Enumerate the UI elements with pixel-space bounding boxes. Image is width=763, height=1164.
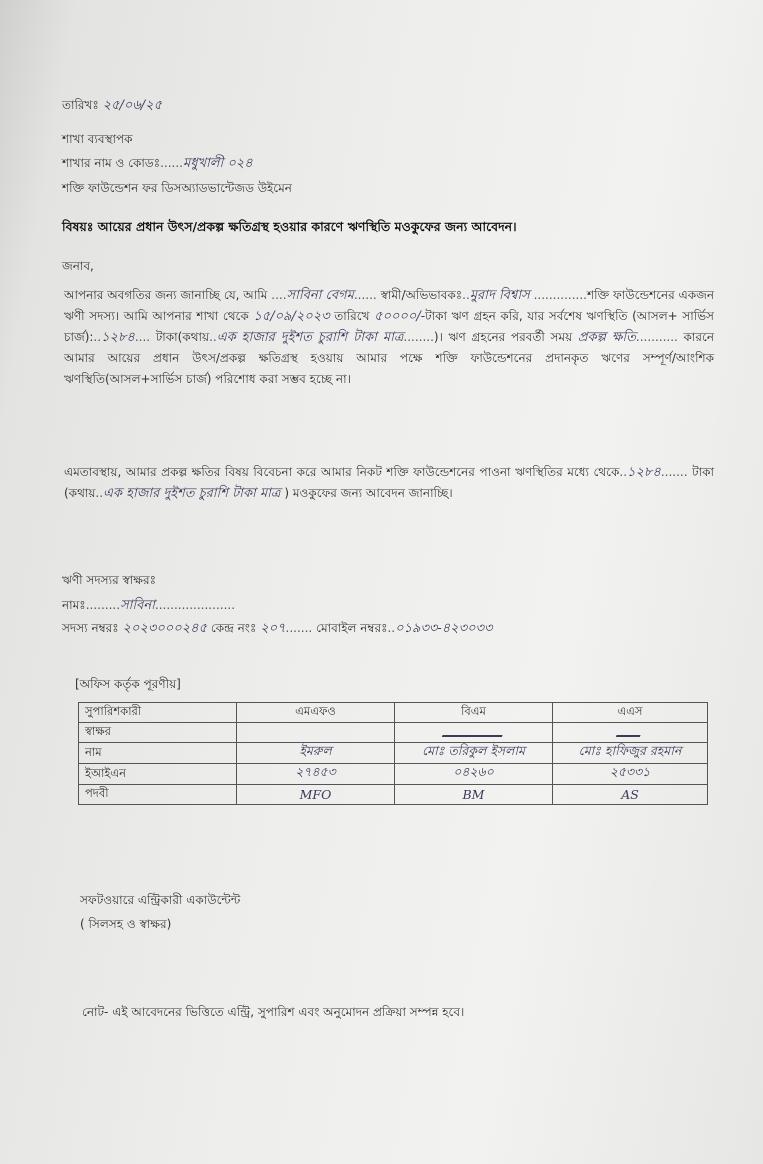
p2-text-a: এমতাবস্থায়, আমার প্রকল্প ক্ষতির বিষয় বিবেচনা করে আমার নিকট শক্তি ফাউন্ডেশনের পাওনা ঋণস্থিতির মধ্যে থেকে [64,465,620,479]
member-no-label: সদস্য নম্বরঃ [62,621,119,635]
loan-date-handwritten: ১৫/০৯/২০২৩ [253,309,330,324]
organization-line: শক্তি ফাউন্ডেশন ফর ডিসঅ্যাডভান্টেজড উইমেন [62,181,292,195]
p2-text-c: ) মওকুফের জন্য আবেদন জানাচ্ছি। [284,486,453,500]
branch-line: শাখার নাম ও কোডঃ......মধুখালী ০২৪ [62,156,253,171]
row-label-ein: ইআইএন [79,764,237,785]
p1-text-a: আপনার অবগতির জন্য জানাচ্ছি যে, আমি [64,288,268,302]
body-paragraph-2: এমতাবস্থায়, আমার প্রকল্প ক্ষতির বিষয় বিবেচনা করে আমার নিকট শক্তি ফাউন্ডেশনের পাওনা ঋণস্থিতির মধ্যে থেকে..১২৮৪....... টাকা (কথায়..এক হাজার দুইশত চুরাশি টাকা মাত্র ) মওকুফের জন্য আবেদন জানাচ্ছি। [64,465,714,501]
table-row [79,723,708,743]
center-no-handwritten: ২০৭ [260,621,286,636]
footer-note: নোট- এই আবেদনের ভিত্তিতে এন্ট্রি, সুপারিশ এবং অনুমোদন প্রক্রিয়া সম্পন্ন হবে। [82,1005,465,1019]
recommendation-table [78,702,708,805]
mfo-ein: ২৭৪৫৩ [237,764,395,785]
bm-name: মোঃ তরিকুল ইসলাম [395,743,553,764]
member-info-line: সদস্য নম্বরঃ ২০২৩০০০২৪৫ কেন্দ্র নংঃ ২০৭....... মোবাইল নম্বরঃ..০১৯৩৩-৪২৩০৩৩ [62,621,493,636]
salutation: জনাব, [62,259,94,273]
table-header-row [79,703,708,723]
mfo-name: ইমরুল [237,743,395,764]
waive-amount-handwritten: ১২৮৪ [627,465,661,480]
p1-text-g: )। ঋণ গ্রহনের পরবর্তী সময় [433,330,573,344]
borrower-name-handwritten: সাবিনা [120,598,155,613]
row-label-name: নাম [79,743,237,764]
accountant-title: সফটওয়ারে এন্ট্রিকারী একাউন্টেন্ট [80,893,241,907]
mfo-signature [237,723,395,743]
borrower-signature-title: ঋণী সদস্যর স্বাক্ষরঃ [62,573,156,587]
guardian-name-handwritten: মুরাদ বিশ্বাস [469,288,530,303]
borrower-name-line: নামঃ.........সাবিনা..................... [62,598,236,613]
p1-text-d: তারিখে [334,309,370,323]
row-label-signature: স্বাক্ষর [79,723,237,743]
center-label: কেন্দ্র নংঃ [210,621,257,635]
subject-line: বিষয়ঃ আয়ের প্রধান উৎস/প্রকল্প ক্ষতিগ্রস্থ হওয়ার কারণে ঋণস্থিতি মওকুফের জন্য আবেদন। [62,219,517,234]
bm-signature-mark [441,725,505,737]
date-label: তারিখঃ [62,98,99,112]
waive-words-handwritten: এক হাজার দুইশত চুরাশি টাকা মাত্র [103,486,281,501]
loan-amount-handwritten: ৫০০০০/- [374,309,426,324]
recipient-line: শাখা ব্যবস্থাপক [62,132,133,146]
date-line [62,96,162,117]
mobile-no-handwritten: ০১৯৩৩-৪২৩০৩৩ [395,621,493,636]
body-paragraph-1: আপনার অবগতির জন্য জানাচ্ছি যে, আমি ....সাবিনা বেগম...... স্বামী/অভিভাবকঃ..মুরাদ বিশ্বাস ..............শক্তি ফাউন্ডেশনের একজন ঋণী সদস্য। আমি আপনার শাখা থেকে ১৫/০৯/২০২৩ তারিখে ৫০০০০/-টাকা ঋণ গ্রহন করি, যার সর্বশেষ ঋণস্থিতি (আসল+ সার্ভিস চার্জ):..১২৮৪.... টাকা(কথায়..এক হাজার দুইশত চুরাশি টাকা মাত্র........)। ঋণ গ্রহনের পরবর্তী সময় প্রকল্প ক্ষতি........... কারনে আমার আয়ের প্রধান উৎস/প্রকল্প ক্ষতিগ্রস্থ হওয়ায় আমার পক্ষে শক্তি ফাউন্ডেশনের প্রদানকৃত ঋণের সম্পূর্ণ/আংশিক ঋণস্থিতি(আসল+সার্ভিস চার্জ) পরিশোধ করা সম্ভব হচ্ছে না। [64,288,715,386]
p2-text-b: টাকা (কথায় [64,465,714,500]
balance-words-handwritten: এক হাজার দুইশত চুরাশি টাকা মাত্র [216,330,404,345]
row-label-designation: পদবী [79,785,237,805]
balance-handwritten: ১২৮৪ [101,330,135,345]
mfo-designation: MFO [237,785,395,805]
header-as: এএস [553,703,708,723]
table-row [79,743,708,764]
table-row [79,785,708,805]
reason-handwritten: প্রকল্প ক্ষতি [577,330,636,345]
bm-designation: BM [395,785,553,805]
accountant-seal-note: ( সিলসহ ও স্বাক্ষর) [80,917,172,931]
mobile-label: মোবাইল নম্বরঃ [316,621,388,635]
p1-text-f: টাকা(কথায় [155,330,210,344]
date-value: ২৫/০৬/২৫ [102,98,163,113]
branch-label: শাখার নাম ও কোডঃ [62,156,161,170]
bm-ein: ০৪২৬০ [395,764,553,785]
name-label: নামঃ [62,598,86,612]
member-no-handwritten: ২০২৩০০০২৪৫ [122,621,208,636]
p1-text-c: শক্তি ফাউন্ডেশনের একজন ঋণী সদস্য। আমি আপনার শাখা থেকে [64,288,715,323]
member-name-handwritten: সাবিনা বেগম [286,288,354,303]
as-ein: ২৫৩৩১ [553,764,708,785]
as-signature-mark [616,725,644,737]
p1-text-e: টাকা ঋণ গ্রহন করি, যার সর্বশেষ ঋণস্থিতি (আসল+ সার্ভিস চার্জ): [64,309,714,344]
header-mfo: এমএফও [237,703,395,723]
p1-text-h: কারনে আমার আয়ের প্রধান উৎস/প্রকল্প ক্ষতিগ্রস্থ হওয়ায় আমার পক্ষে শক্তি ফাউন্ডেশনের প্রদানকৃত ঋণের সম্পূর্ণ/আংশিক ঋণস্থিতি(আসল+সার্ভিস চার্জ) পরিশোধ করা সম্ভব হচ্ছে না। [64,330,714,386]
header-bm: বিএম [395,703,553,723]
branch-value: মধুখালী ০২৪ [183,156,253,171]
office-use-note: [অফিস কর্তৃক পূরণীয়] [75,677,181,691]
bm-signature [395,723,553,743]
header-recommender: সুপারিশকারী [79,703,237,723]
as-name: মোঃ হাফিজুর রহমান [553,743,708,764]
as-designation: AS [553,785,708,805]
as-signature [553,723,708,743]
table-row [79,764,708,785]
p1-text-b: স্বামী/অভিভাবকঃ [380,288,463,302]
